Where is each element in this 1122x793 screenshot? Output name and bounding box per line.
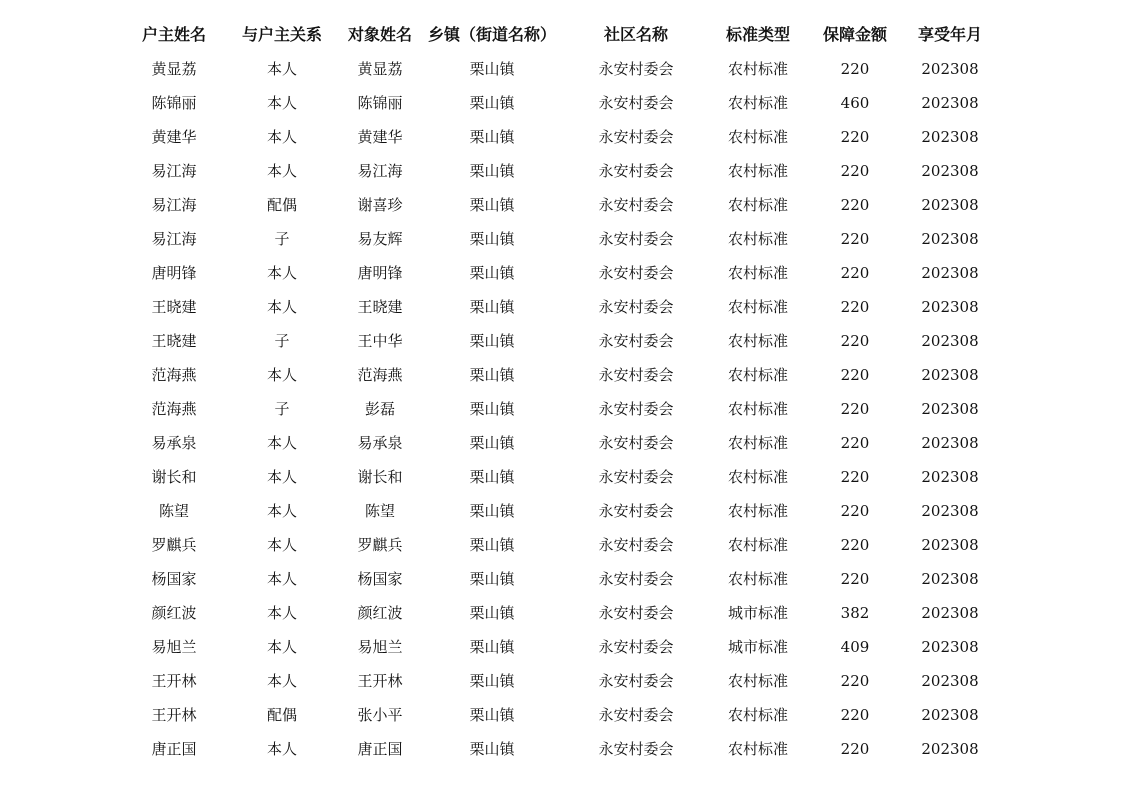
- table-row: [0, 52, 1122, 86]
- community-cell: 永安村委会: [598, 502, 674, 520]
- township-cell: 栗山镇: [469, 706, 515, 724]
- beneficiary-name-cell: 王中华: [357, 332, 403, 350]
- household-head-name-cell: 易承泉: [151, 434, 197, 452]
- benefit-month-cell: 202308: [921, 264, 979, 282]
- benefit-month-cell: 202308: [921, 230, 979, 248]
- relation-cell: 本人: [266, 570, 297, 588]
- column-header: 保障金额: [822, 25, 887, 44]
- table-row: [0, 392, 1122, 426]
- beneficiary-name-cell: 易旭兰: [357, 638, 403, 656]
- household-head-name-cell: 颜红波: [151, 604, 197, 622]
- beneficiary-name-cell: 王开林: [357, 672, 403, 690]
- beneficiary-name-cell: 陈望: [364, 502, 395, 520]
- standard-type-cell: 农村标准: [727, 434, 788, 452]
- table-row: [0, 324, 1122, 358]
- community-cell: 永安村委会: [598, 570, 674, 588]
- beneficiary-name-cell: 杨国家: [357, 570, 403, 588]
- community-cell: 永安村委会: [598, 230, 674, 248]
- relation-cell: 配偶: [266, 196, 297, 214]
- household-head-name-cell: 王开林: [151, 706, 197, 724]
- benefit-month-cell: 202308: [921, 162, 979, 180]
- amount-cell: 382: [840, 604, 870, 622]
- community-cell: 永安村委会: [598, 536, 674, 554]
- standard-type-cell: 农村标准: [727, 162, 788, 180]
- household-head-name-cell: 范海燕: [151, 400, 197, 418]
- township-cell: 栗山镇: [469, 162, 515, 180]
- relation-cell: 本人: [266, 162, 297, 180]
- amount-cell: 220: [840, 196, 870, 214]
- amount-cell: 220: [840, 672, 870, 690]
- standard-type-cell: 城市标准: [727, 604, 788, 622]
- amount-cell: 220: [840, 162, 870, 180]
- table-row: [0, 222, 1122, 256]
- table-row: [0, 460, 1122, 494]
- table-row: [0, 732, 1122, 766]
- relation-cell: 本人: [266, 604, 297, 622]
- community-cell: 永安村委会: [598, 264, 674, 282]
- amount-cell: 220: [840, 468, 870, 486]
- community-cell: 永安村委会: [598, 706, 674, 724]
- relation-cell: 本人: [266, 468, 297, 486]
- beneficiary-name-cell: 唐正国: [357, 740, 403, 758]
- community-cell: 永安村委会: [598, 366, 674, 384]
- township-cell: 栗山镇: [469, 230, 515, 248]
- standard-type-cell: 农村标准: [727, 332, 788, 350]
- standard-type-cell: 农村标准: [727, 94, 788, 112]
- column-header: 对象姓名: [347, 25, 412, 44]
- standard-type-cell: 农村标准: [727, 128, 788, 146]
- benefit-table: [0, 18, 1122, 766]
- household-head-name-cell: 黄建华: [151, 128, 197, 146]
- amount-cell: 220: [840, 264, 870, 282]
- household-head-name-cell: 杨国家: [151, 570, 197, 588]
- table-row: [0, 358, 1122, 392]
- benefit-month-cell: 202308: [921, 94, 979, 112]
- community-cell: 永安村委会: [598, 128, 674, 146]
- community-cell: 永安村委会: [598, 672, 674, 690]
- township-cell: 栗山镇: [469, 672, 515, 690]
- table-body: [0, 52, 1122, 766]
- relation-cell: 本人: [266, 264, 297, 282]
- standard-type-cell: 农村标准: [727, 366, 788, 384]
- benefit-month-cell: 202308: [921, 604, 979, 622]
- community-cell: 永安村委会: [598, 196, 674, 214]
- township-cell: 栗山镇: [469, 128, 515, 146]
- beneficiary-name-cell: 易承泉: [357, 434, 403, 452]
- amount-cell: 220: [840, 400, 870, 418]
- table-row: [0, 154, 1122, 188]
- household-head-name-cell: 易旭兰: [151, 638, 197, 656]
- beneficiary-name-cell: 陈锦丽: [357, 94, 403, 112]
- township-cell: 栗山镇: [469, 468, 515, 486]
- township-cell: 栗山镇: [469, 196, 515, 214]
- beneficiary-name-cell: 易江海: [357, 162, 403, 180]
- relation-cell: 本人: [266, 434, 297, 452]
- table-row: [0, 494, 1122, 528]
- table-row: [0, 290, 1122, 324]
- household-head-name-cell: 唐明锋: [151, 264, 197, 282]
- standard-type-cell: 农村标准: [727, 502, 788, 520]
- beneficiary-name-cell: 黄建华: [357, 128, 403, 146]
- community-cell: 永安村委会: [598, 162, 674, 180]
- beneficiary-name-cell: 黄显荔: [357, 60, 403, 78]
- township-cell: 栗山镇: [469, 264, 515, 282]
- table-row: [0, 698, 1122, 732]
- township-cell: 栗山镇: [469, 502, 515, 520]
- amount-cell: 220: [840, 332, 870, 350]
- beneficiary-name-cell: 唐明锋: [357, 264, 403, 282]
- community-cell: 永安村委会: [598, 60, 674, 78]
- relation-cell: 本人: [266, 60, 297, 78]
- amount-cell: 220: [840, 502, 870, 520]
- table-row: [0, 120, 1122, 154]
- beneficiary-name-cell: 范海燕: [357, 366, 403, 384]
- household-head-name-cell: 唐正国: [151, 740, 197, 758]
- household-head-name-cell: 王晓建: [151, 332, 197, 350]
- relation-cell: 子: [274, 332, 290, 350]
- township-cell: 栗山镇: [469, 60, 515, 78]
- beneficiary-name-cell: 王晓建: [357, 298, 403, 316]
- table-row: [0, 188, 1122, 222]
- amount-cell: 460: [840, 94, 870, 112]
- beneficiary-name-cell: 颜红波: [357, 604, 403, 622]
- relation-cell: 本人: [266, 502, 297, 520]
- beneficiary-name-cell: 谢喜珍: [357, 196, 403, 214]
- benefit-month-cell: 202308: [921, 434, 979, 452]
- township-cell: 栗山镇: [469, 604, 515, 622]
- benefit-month-cell: 202308: [921, 706, 979, 724]
- household-head-name-cell: 范海燕: [151, 366, 197, 384]
- relation-cell: 子: [274, 400, 290, 418]
- community-cell: 永安村委会: [598, 740, 674, 758]
- standard-type-cell: 农村标准: [727, 196, 788, 214]
- township-cell: 栗山镇: [469, 638, 515, 656]
- standard-type-cell: 农村标准: [727, 706, 788, 724]
- benefit-month-cell: 202308: [921, 502, 979, 520]
- column-header: 户主姓名: [141, 25, 206, 44]
- household-head-name-cell: 陈锦丽: [151, 94, 197, 112]
- benefit-month-cell: 202308: [921, 468, 979, 486]
- relation-cell: 本人: [266, 94, 297, 112]
- household-head-name-cell: 陈望: [158, 502, 189, 520]
- relation-cell: 子: [274, 230, 290, 248]
- standard-type-cell: 农村标准: [727, 400, 788, 418]
- table-header-row: [0, 18, 1122, 52]
- column-header: 享受年月: [917, 25, 982, 44]
- benefit-month-cell: 202308: [921, 298, 979, 316]
- amount-cell: 220: [840, 60, 870, 78]
- benefit-month-cell: 202308: [921, 638, 979, 656]
- relation-cell: 本人: [266, 128, 297, 146]
- community-cell: 永安村委会: [598, 638, 674, 656]
- amount-cell: 220: [840, 230, 870, 248]
- relation-cell: 本人: [266, 298, 297, 316]
- amount-cell: 409: [840, 638, 870, 656]
- standard-type-cell: 农村标准: [727, 570, 788, 588]
- benefit-month-cell: 202308: [921, 672, 979, 690]
- benefit-month-cell: 202308: [921, 332, 979, 350]
- household-head-name-cell: 黄显荔: [151, 60, 197, 78]
- standard-type-cell: 农村标准: [727, 60, 788, 78]
- benefit-month-cell: 202308: [921, 60, 979, 78]
- township-cell: 栗山镇: [469, 434, 515, 452]
- relation-cell: 本人: [266, 672, 297, 690]
- benefit-month-cell: 202308: [921, 740, 979, 758]
- township-cell: 栗山镇: [469, 366, 515, 384]
- beneficiary-name-cell: 易友辉: [357, 230, 403, 248]
- standard-type-cell: 农村标准: [727, 740, 788, 758]
- amount-cell: 220: [840, 128, 870, 146]
- community-cell: 永安村委会: [598, 400, 674, 418]
- beneficiary-name-cell: 罗麒兵: [357, 536, 403, 554]
- household-head-name-cell: 罗麒兵: [151, 536, 197, 554]
- township-cell: 栗山镇: [469, 94, 515, 112]
- household-head-name-cell: 谢长和: [151, 468, 197, 486]
- amount-cell: 220: [840, 366, 870, 384]
- column-header: 社区名称: [603, 25, 668, 44]
- township-cell: 栗山镇: [469, 400, 515, 418]
- beneficiary-name-cell: 张小平: [357, 706, 403, 724]
- table-row: [0, 596, 1122, 630]
- standard-type-cell: 农村标准: [727, 468, 788, 486]
- standard-type-cell: 农村标准: [727, 298, 788, 316]
- standard-type-cell: 农村标准: [727, 536, 788, 554]
- table-row: [0, 630, 1122, 664]
- table-row: [0, 426, 1122, 460]
- column-header: 标准类型: [725, 25, 790, 44]
- community-cell: 永安村委会: [598, 434, 674, 452]
- township-cell: 栗山镇: [469, 570, 515, 588]
- relation-cell: 配偶: [266, 706, 297, 724]
- township-cell: 栗山镇: [469, 740, 515, 758]
- household-head-name-cell: 易江海: [151, 196, 197, 214]
- benefit-month-cell: 202308: [921, 400, 979, 418]
- table-row: [0, 256, 1122, 290]
- relation-cell: 本人: [266, 536, 297, 554]
- township-cell: 栗山镇: [469, 298, 515, 316]
- amount-cell: 220: [840, 536, 870, 554]
- community-cell: 永安村委会: [598, 468, 674, 486]
- community-cell: 永安村委会: [598, 604, 674, 622]
- amount-cell: 220: [840, 434, 870, 452]
- community-cell: 永安村委会: [598, 298, 674, 316]
- amount-cell: 220: [840, 740, 870, 758]
- benefit-month-cell: 202308: [921, 536, 979, 554]
- household-head-name-cell: 易江海: [151, 162, 197, 180]
- community-cell: 永安村委会: [598, 94, 674, 112]
- amount-cell: 220: [840, 570, 870, 588]
- household-head-name-cell: 王晓建: [151, 298, 197, 316]
- township-cell: 栗山镇: [469, 536, 515, 554]
- amount-cell: 220: [840, 706, 870, 724]
- benefit-month-cell: 202308: [921, 196, 979, 214]
- standard-type-cell: 城市标准: [727, 638, 788, 656]
- standard-type-cell: 农村标准: [727, 230, 788, 248]
- household-head-name-cell: 易江海: [151, 230, 197, 248]
- community-cell: 永安村委会: [598, 332, 674, 350]
- benefit-month-cell: 202308: [921, 128, 979, 146]
- table-row: [0, 664, 1122, 698]
- table-row: [0, 562, 1122, 596]
- table-row: [0, 528, 1122, 562]
- relation-cell: 本人: [266, 366, 297, 384]
- beneficiary-name-cell: 彭磊: [364, 400, 395, 418]
- beneficiary-name-cell: 谢长和: [357, 468, 403, 486]
- benefit-month-cell: 202308: [921, 570, 979, 588]
- table-row: [0, 86, 1122, 120]
- relation-cell: 本人: [266, 638, 297, 656]
- column-header: 乡镇（街道名称）: [427, 25, 556, 44]
- benefit-month-cell: 202308: [921, 366, 979, 384]
- standard-type-cell: 农村标准: [727, 672, 788, 690]
- amount-cell: 220: [840, 298, 870, 316]
- column-header: 与户主关系: [241, 25, 322, 44]
- relation-cell: 本人: [266, 740, 297, 758]
- household-head-name-cell: 王开林: [151, 672, 197, 690]
- township-cell: 栗山镇: [469, 332, 515, 350]
- standard-type-cell: 农村标准: [727, 264, 788, 282]
